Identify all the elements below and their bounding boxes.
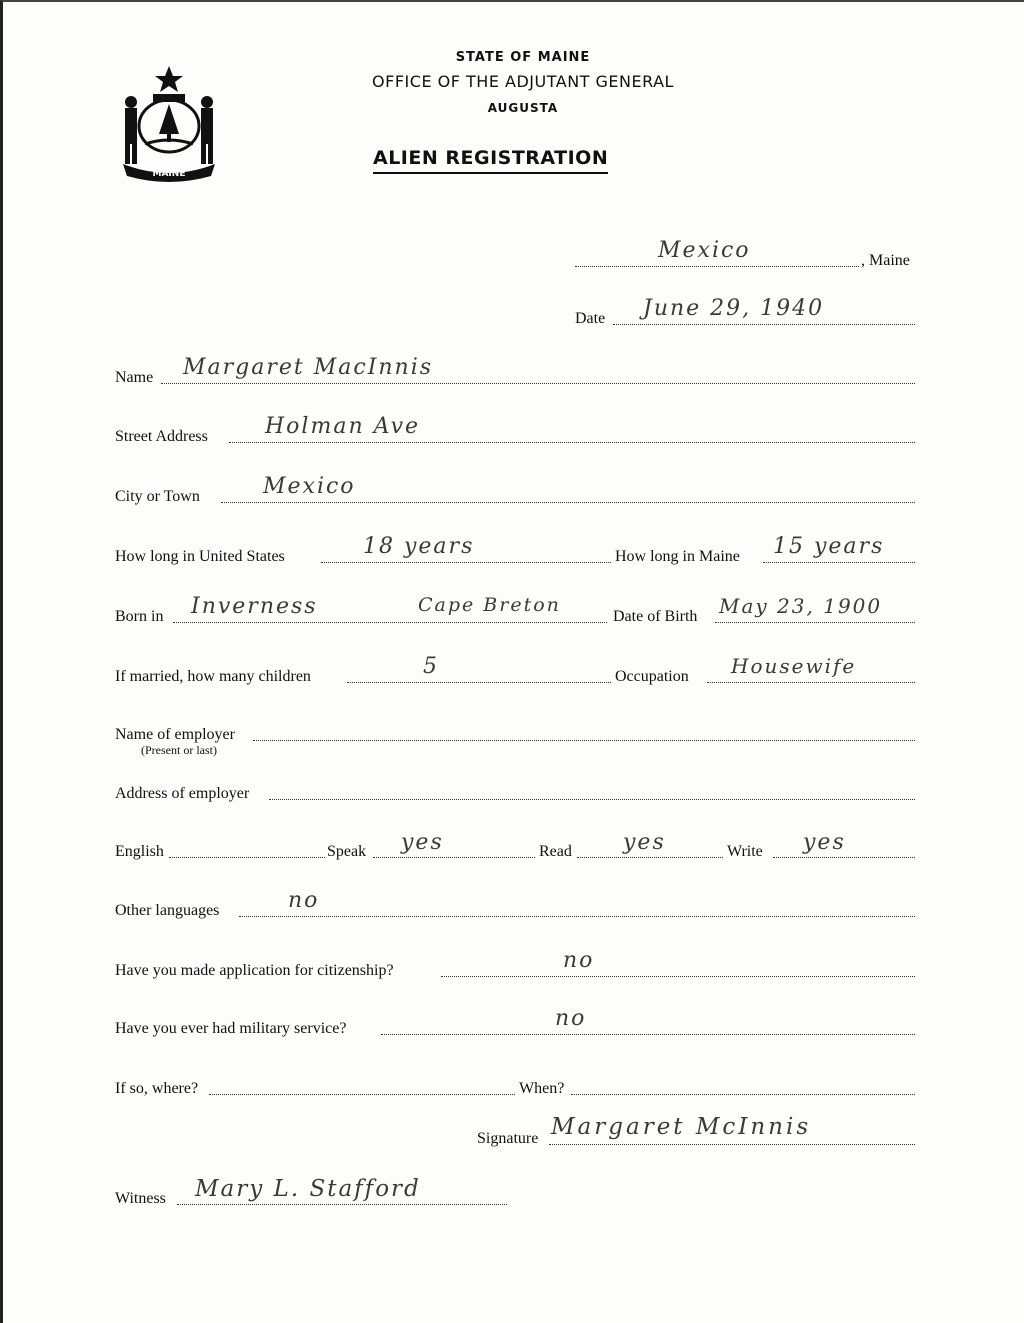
occupation-line [707,682,915,683]
signature-label: Signature [477,1130,539,1147]
speak-value: yes [401,830,444,855]
witness-line [177,1204,507,1205]
town-line [575,266,859,267]
write-value: yes [803,830,846,855]
birthplace-value: Inverness [191,594,318,619]
city-line [221,502,915,503]
dob-label: Date of Birth [613,608,698,625]
where-line [209,1094,515,1095]
birthplace-label: Born in [115,608,164,625]
street-address-value: Holman Ave [265,414,421,439]
children-label: If married, how many children [115,668,311,685]
occupation-value: Housewife [731,654,857,678]
name-line [161,383,915,384]
military-label: Have you ever had military service? [115,1020,347,1037]
read-value: yes [623,830,666,855]
english-label: English [115,843,164,860]
where-label: If so, where? [115,1080,199,1097]
read-line [577,857,723,858]
children-line [347,682,611,683]
date-value: June 29, 1940 [643,296,825,321]
employer-address-label: Address of employer [115,785,250,802]
birthplace-line [173,622,607,623]
when-line [571,1094,915,1095]
name-value: Margaret MacInnis [183,355,434,380]
english-line [169,857,325,858]
maine-duration-value: 15 years [773,534,885,559]
military-value: no [555,1006,587,1031]
birthplace-region-value: Cape Breton [418,594,561,616]
other-languages-value: no [288,888,320,913]
occupation-label: Occupation [615,668,689,685]
citizenship-label: Have you made application for citizenship? [115,962,394,979]
maine-duration-label: How long in Maine [615,548,740,565]
town-value: Mexico [658,238,751,263]
city-value: Mexico [263,474,356,499]
town-suffix-label: , Maine [861,252,910,269]
dob-value: May 23, 1900 [719,594,883,618]
signature-line [549,1144,915,1145]
speak-line [373,857,535,858]
other-languages-label: Other languages [115,902,220,919]
header-office: OFFICE OF THE ADJUTANT GENERAL [372,72,674,91]
write-line [773,857,915,858]
street-address-label: Street Address [115,428,208,445]
employer-label: Name of employer [115,726,235,743]
form-title: ALIEN REGISTRATION [373,147,608,174]
city-label: City or Town [115,488,200,505]
street-address-line [229,442,915,443]
us-duration-label: How long in United States [115,548,285,565]
employer-address-line [269,799,915,800]
signature-value: Margaret McInnis [551,1114,812,1140]
us-duration-value: 18 years [363,534,475,559]
other-languages-line [239,916,915,917]
employer-sublabel: (Present or last) [141,743,217,757]
maine-duration-line [763,562,915,563]
date-line [613,324,915,325]
employer-line [253,740,915,741]
military-line [381,1034,915,1035]
when-label: When? [519,1080,565,1097]
dob-line [715,622,915,623]
write-label: Write [727,843,763,860]
name-label: Name [115,369,154,386]
children-value: 5 [423,654,439,679]
state-seal-icon [115,64,223,182]
header-city: AUGUSTA [487,101,559,115]
speak-label: Speak [327,843,367,860]
citizenship-line [441,976,915,977]
witness-value: Mary L. Stafford [195,1176,421,1202]
read-label: Read [539,843,572,860]
header-state: STATE OF MAINE [455,50,591,65]
us-duration-line [321,562,611,563]
witness-label: Witness [115,1190,166,1207]
citizenship-value: no [563,948,595,973]
date-label: Date [575,310,606,327]
seal-scroll-text: MAINE [152,169,186,179]
